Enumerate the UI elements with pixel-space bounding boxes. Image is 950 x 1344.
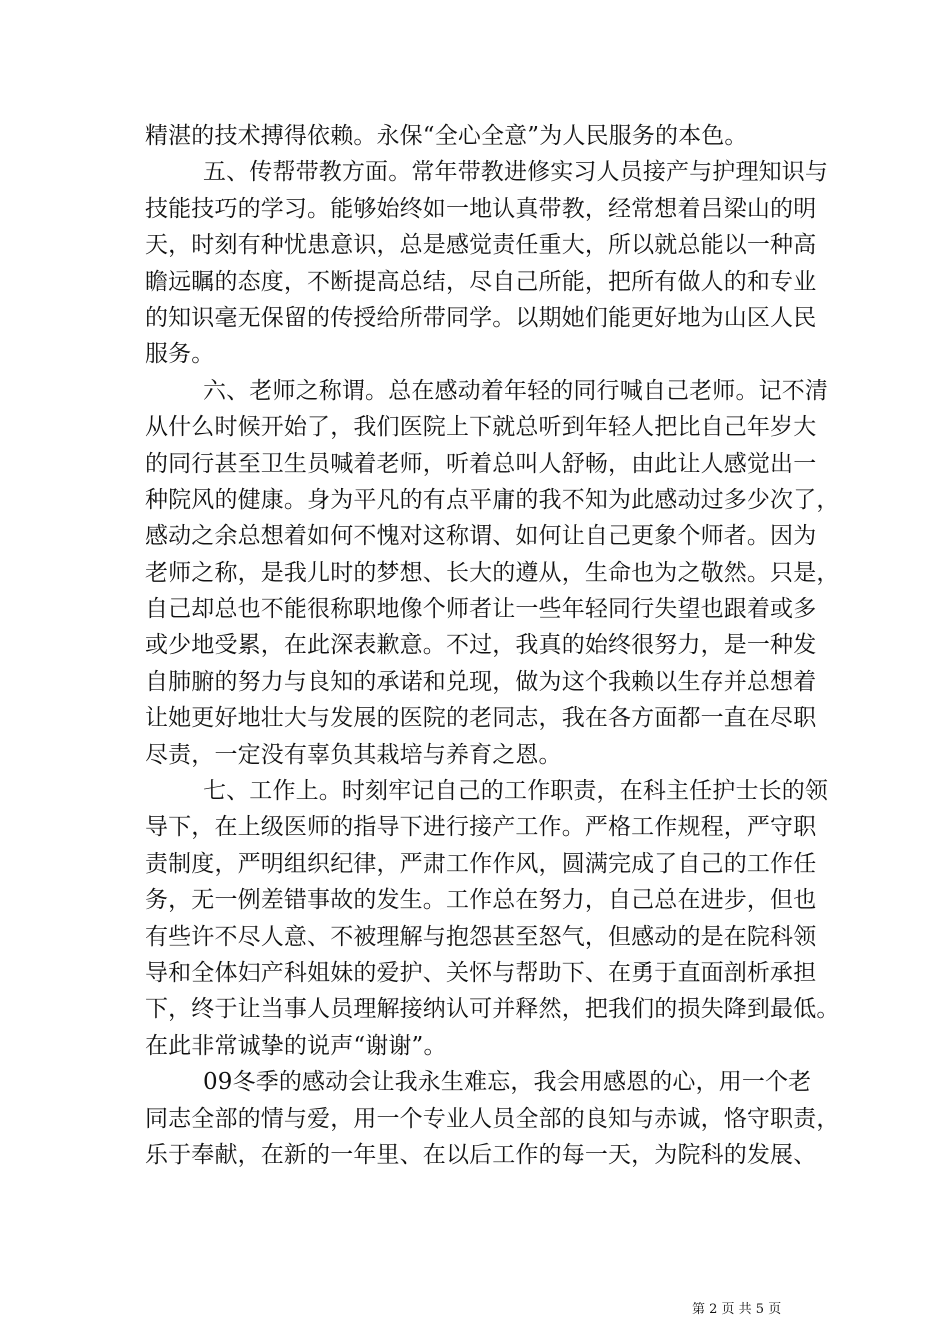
text-line: 种院风的健康。身为平凡的有点平庸的我不知为此感动过多少次了， <box>145 486 840 513</box>
text-line: 有些许不尽人意、不被理解与抱怨甚至怒气，但感动的是在院科领 <box>145 923 817 950</box>
text-line: 责制度，严明组织纪律，严肃工作作风，圆满完成了自己的工作任 <box>145 850 817 877</box>
text-line: 导下，在上级医师的指导下进行接产工作。严格工作规程，严守职 <box>145 814 817 841</box>
text-line: 天，时刻有种忧患意识，总是感觉责任重大，所以就总能以一种高 <box>145 232 817 259</box>
paragraph-start-line: 09冬季的感动会让我永生难忘，我会用感恩的心，用一个老 <box>203 1069 812 1096</box>
text-line: 技能技巧的学习。能够始终如一地认真带教，经常想着吕梁山的明 <box>145 195 817 222</box>
text-line: 的同行甚至卫生员喊着老师，听着总叫人舒畅，由此让人感觉出一 <box>145 450 817 477</box>
text-line: 老师之称，是我儿时的梦想、长大的遵从，生命也为之敬然。只是， <box>145 559 840 586</box>
text-line: 或少地受累，在此深表歉意。不过，我真的始终很努力，是一种发 <box>145 632 817 659</box>
text-line: 让她更好地壮大与发展的医院的老同志，我在各方面都一直在尽职 <box>145 705 817 732</box>
text-line: 自肺腑的努力与良知的承诺和兑现，做为这个我赖以生存并总想着 <box>145 668 817 695</box>
page-number-footer: 第 2 页 共 5 页 <box>692 1302 782 1317</box>
document-body <box>145 118 840 1173</box>
paragraph-start-line: 五、传帮带教方面。常年带教进修实习人员接产与护理知识与 <box>203 159 829 186</box>
text-line: 感动之余总想着如何不愧对这称谓、如何让自己更象个师者。因为 <box>145 523 817 550</box>
text-line: 瞻远瞩的态度，不断提高总结，尽自己所能，把所有做人的和专业 <box>145 268 817 295</box>
text-line: 务，无一例差错事故的发生。工作总在努力，自己总在进步，但也 <box>145 887 817 914</box>
paragraph-start-line: 六、老师之称谓。总在感动着年轻的同行喊自己老师。记不清 <box>203 377 829 404</box>
text-line: 在此非常诚挚的说声“谢谢”。 <box>145 1032 447 1059</box>
paragraph-start-line: 七、工作上。时刻牢记自己的工作职责，在科主任护士长的领 <box>203 778 829 805</box>
text-line: 尽责，一定没有辜负其栽培与养育之恩。 <box>145 741 562 768</box>
text-line: 服务。 <box>145 341 215 368</box>
text-line: 下，终于让当事人员理解接纳认可并释然，把我们的损失降到最低。 <box>145 996 840 1023</box>
text-line: 导和全体妇产科姐妹的爱护、关怀与帮助下、在勇于直面剖析承担 <box>145 959 817 986</box>
text-line: 自己却总也不能很称职地像个师者让一些年轻同行失望也跟着或多 <box>145 596 817 623</box>
text-line: 同志全部的情与爱，用一个专业人员全部的良知与赤诚，恪守职责， <box>145 1105 840 1132</box>
text-line: 从什么时候开始了，我们医院上下就总听到年轻人把比自己年岁大 <box>145 414 817 441</box>
text-line: 的知识毫无保留的传授给所带同学。以期她们能更好地为山区人民 <box>145 304 817 331</box>
text-line: 乐于奉献，在新的一年里、在以后工作的每一天，为院科的发展、 <box>145 1141 817 1168</box>
text-line: 精湛的技术搏得依赖。永保“全心全意”为人民服务的本色。 <box>145 123 748 149</box>
